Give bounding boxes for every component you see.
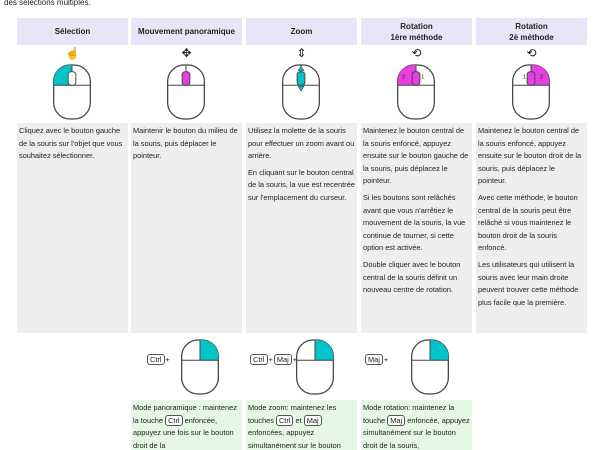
mouse-wrapper — [165, 64, 207, 122]
mouse-wrapper — [510, 64, 552, 122]
description-paragraph: Cliquez avec le bouton gauche de la souris sur l'objet que vous souhaitez sélectionner. — [19, 126, 123, 161]
mouse-illustration — [131, 46, 242, 122]
column-header — [476, 18, 587, 45]
keyboard-mouse-illustration — [131, 337, 242, 399]
key-maj: Maj — [387, 415, 405, 426]
keyboard-mouse-illustration — [246, 337, 357, 399]
keyboard-mode-description — [246, 400, 357, 450]
mouse-icon — [395, 64, 437, 120]
plus-sign: + — [292, 355, 298, 364]
mode-text-start: Mode rotation: maintenez la touche — [363, 403, 455, 425]
intro-text: des sélections multiples. — [4, 0, 91, 7]
zoom-arrows-icon: ⇕ — [296, 46, 307, 60]
mouse-wrapper — [292, 339, 335, 397]
column-description — [476, 123, 587, 333]
key-maj: Maj — [274, 354, 292, 365]
plus-sign: + — [165, 355, 170, 364]
key-maj: Maj — [365, 354, 383, 365]
keyboard-mode-description — [361, 400, 472, 450]
column-header-line: 2è méthode — [509, 32, 554, 42]
mouse-illustration — [246, 46, 357, 122]
description-paragraph: Double cliquer avec le bouton central de la souris définit un nouveau centre de rotation. — [363, 259, 461, 295]
column-header-line: Sélection — [54, 27, 91, 36]
description-paragraph: Maintenir le bouton du milieu de la souris, puis déplacer le pointeur. — [133, 126, 238, 161]
column-description — [246, 123, 357, 333]
description-paragraph: Maintenez le bouton central de la souris enfoncé, appuyez ensuite sur le bouton droit de la souris, puis déplacez le pointeur. — [478, 126, 582, 186]
column-header — [131, 18, 242, 45]
move-arrows-icon: ✥ — [181, 46, 192, 60]
rotate-icon: ⟲ — [526, 46, 537, 60]
key-maj: Maj — [304, 415, 322, 426]
column-header-line: Zoom — [290, 27, 313, 36]
mouse-right-button-icon — [292, 339, 335, 395]
mode-text-start: Mode panoramique : maintenez la touche — [133, 403, 237, 425]
mouse-wrapper — [280, 64, 322, 122]
description-paragraph: Avec cette méthode, le bouton central de la souris peut être relâché si vous maintenez le bouton droit de la souris enfoncé. — [478, 192, 578, 253]
column-header-line: Rotation — [515, 21, 548, 31]
svg-text:1: 1 — [522, 74, 526, 81]
description-paragraph: Maintenez le bouton central de la souris enfoncé, appuyez ensuite sur le bouton gauche de la souris, puis déplacez le pointeur. — [363, 126, 469, 186]
svg-text:2: 2 — [540, 74, 544, 81]
mouse-wrapper — [410, 339, 450, 397]
mouse-illustration — [361, 46, 472, 122]
key-ctrl: Ctrl — [250, 354, 268, 365]
mouse-right-button-icon — [410, 339, 450, 395]
mouse-icon — [510, 64, 552, 120]
plus-sign: + — [383, 355, 389, 364]
rotate-icon: ⟲ — [411, 46, 422, 60]
mouse-icon — [165, 64, 207, 120]
mouse-icon — [51, 64, 93, 120]
column-header — [246, 18, 357, 45]
key-ctrl: Ctrl — [165, 415, 183, 426]
column-description — [131, 123, 242, 333]
column-header-line: 1ère méthode — [390, 32, 443, 42]
mode-text-joiner: et — [293, 415, 304, 425]
column-header-line: Rotation — [400, 21, 433, 31]
mode-text-start: Mode zoom: maintenez les touches — [248, 403, 337, 425]
mouse-illustration — [476, 46, 587, 122]
column-header-line: Mouvement panoramique — [138, 27, 235, 36]
mode-text-end: enfoncée, appuyez une fois sur le bouton droit de la — [133, 415, 234, 450]
mouse-wrapper — [395, 64, 437, 122]
key-combo — [147, 354, 171, 365]
mouse-right-button-icon — [180, 339, 220, 395]
mode-text-end: enfoncée, appuyez simultanément sur le bouton droit de la souris, — [363, 415, 470, 450]
mouse-wrapper — [180, 339, 220, 397]
column-description — [17, 123, 128, 333]
description-paragraph: Utilisez la molette de la souris pour effectuer un zoom avant ou arrière. — [248, 126, 355, 161]
key-combo — [365, 354, 389, 365]
keyboard-mode-description — [131, 400, 242, 450]
column-description — [361, 123, 472, 333]
svg-text:2: 2 — [401, 74, 406, 81]
mouse-wrapper — [51, 64, 93, 122]
hand-pointer-icon: ☝ — [65, 46, 80, 60]
keyboard-mouse-illustration — [361, 337, 472, 399]
column-header — [17, 18, 128, 45]
key-combo — [250, 354, 298, 365]
svg-text:1: 1 — [421, 74, 425, 81]
description-paragraph: En cliquant sur le bouton central de la souris, la vue est recentrée sur l'emplacement du curseur. — [248, 167, 355, 202]
description-paragraph: Si les boutons sont relâchés avant que vous n'arrêtiez le mouvement de la souris, la vue continue de tourner, si cette option est activée. — [363, 192, 466, 253]
key-ctrl: Ctrl — [147, 354, 165, 365]
column-header — [361, 18, 472, 45]
mode-text-end: enfoncées, appuyez simultanément sur le bouton — [248, 428, 341, 450]
plus-sign: + — [268, 355, 273, 364]
mouse-illustration — [17, 46, 128, 122]
mouse-icon — [280, 64, 322, 120]
description-paragraph: Les utilisateurs qui utilisent la souris avec leur main droite peuvent trouver cette méthode plus facile que la première. — [478, 259, 579, 307]
key-ctrl: Ctrl — [276, 415, 294, 426]
